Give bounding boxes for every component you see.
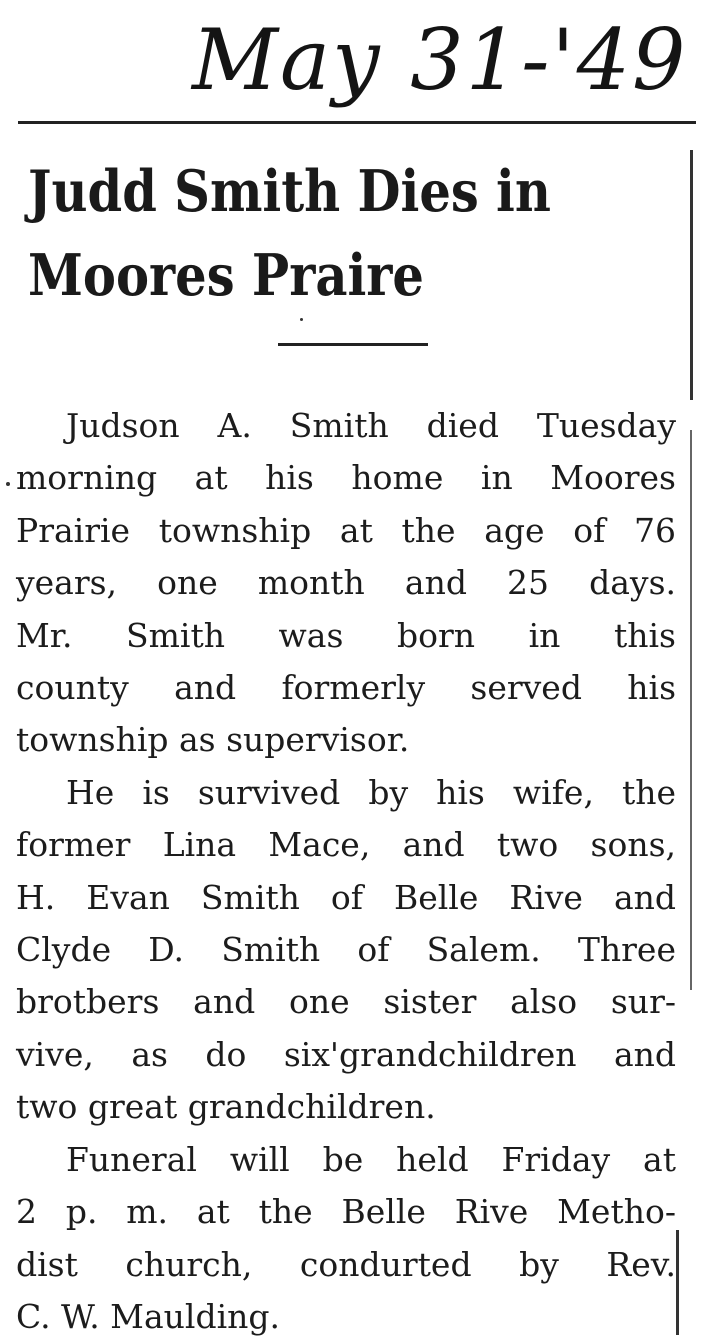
text-line: C. W. Maulding. [16,1296,280,1336]
text-line: Funeral will be held Friday at [66,1139,676,1179]
handwritten-date: May 31-'49 [192,11,688,109]
headline-line: Moores Praire [28,242,424,309]
text-line: years, one month and 25 days. [16,563,676,603]
headline-line: Judd Smith Dies in [28,158,551,225]
top-rule [18,121,696,124]
paragraph-death-notice [16,400,676,767]
text-line: Prairie township at the age of 76 [16,510,676,550]
headline [28,150,551,318]
column-rule [690,430,692,990]
column-rule [676,1230,679,1335]
print-speck [6,482,10,486]
text-line: former Lina Mace, and two sons, [16,825,676,865]
text-line: H. Evan Smith of Belle Rive and [16,877,676,917]
headline-divider [278,343,428,346]
article-body [16,400,676,1343]
text-line: morning at his home in Moores [16,458,676,498]
text-line: county and formerly served his [16,668,676,708]
print-speck [300,318,303,321]
text-line: two great grandchildren. [16,1087,436,1127]
text-line: 2 p. m. at the Belle Rive Metho- [16,1192,676,1232]
text-line: dist church, condurted by Rev. [16,1244,676,1284]
text-line: Clyde D. Smith of Salem. Three [16,930,676,970]
text-line: Mr. Smith was born in this [16,615,676,655]
text-line: He is survived by his wife, the [66,772,676,812]
column-rule [690,150,693,400]
text-line: township as supervisor. [16,720,410,760]
text-line: Judson A. Smith died Tuesday [66,406,676,445]
text-line: brotbers and one sister also sur- [16,982,676,1022]
paragraph-survivors [16,767,676,1134]
paragraph-funeral [16,1134,676,1343]
text-line: vive, as do six'grandchildren and [16,1034,676,1074]
